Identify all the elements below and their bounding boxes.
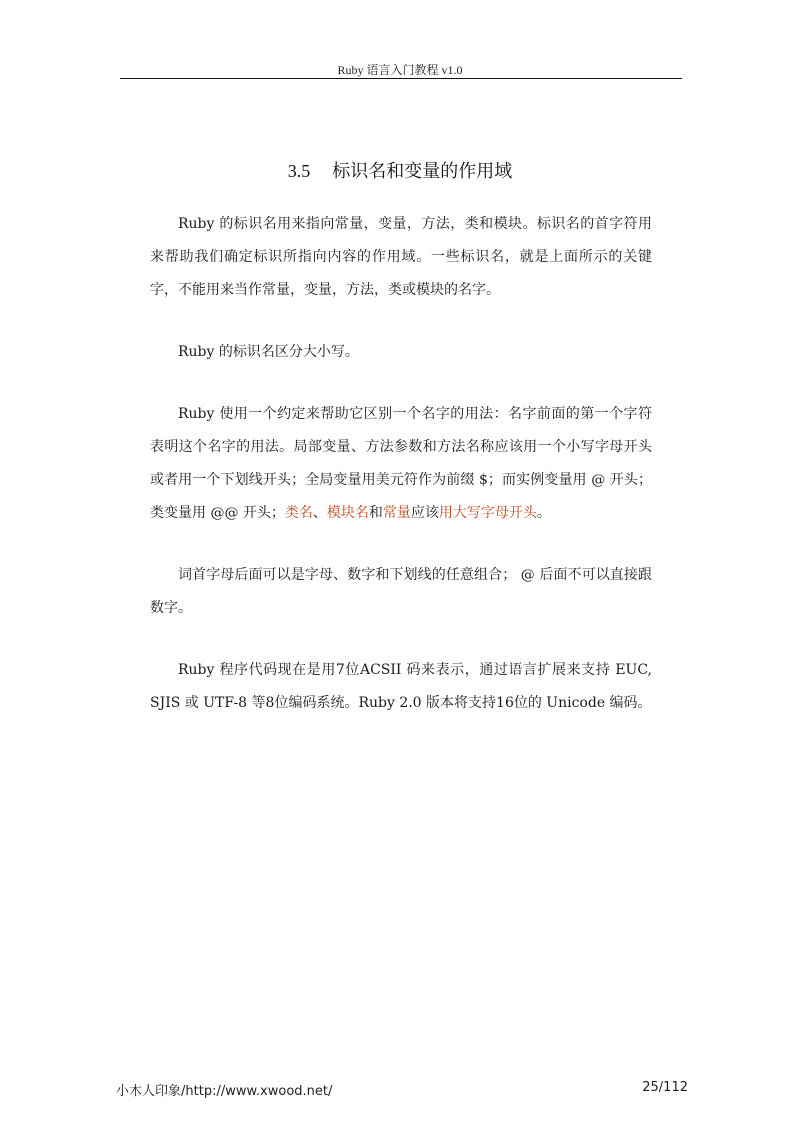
paragraph-following-chars: 词首字母后面可以是字母、数字和下划线的任意组合； @ 后面不可以直接跟数字。 xyxy=(150,567,652,616)
paragraph-case-sensitive: Ruby 的标识名区分大小写。 xyxy=(178,344,359,360)
section-number: 3.5 xyxy=(287,161,311,181)
separator-text: 和 xyxy=(368,505,383,521)
body-text xyxy=(150,208,652,749)
header-rule xyxy=(120,78,682,79)
constant-highlight: 常量 xyxy=(382,505,411,521)
paragraph-encoding: Ruby 程序代码现在是用7位ACSII 码来表示，通过语言扩展来支持 EUC, SJIS 或 UTF-8 等8位编码系统。Ruby 2.0 版本将支持16位的 Unicode 编码。 xyxy=(150,662,652,711)
module-name-highlight: 模块名 xyxy=(326,505,369,521)
class-name-highlight: 类名 xyxy=(284,505,313,521)
sentence-end: 。 xyxy=(536,505,551,521)
page-number: 25/112 xyxy=(642,1080,688,1095)
uppercase-rule-highlight: 用大写字母开头 xyxy=(438,505,537,521)
paragraph-identifiers: Ruby 的标识名用来指向常量，变量，方法，类和模块。标识名的首字符用来帮助我们确定标识所指向内容的作用域。一些标识名，就是上面所示的关键字，不能用来当作常量，变量，方法，类或模块的名字。 xyxy=(150,216,652,298)
section-title: 标识名和变量的作用域 xyxy=(332,161,513,182)
paragraph-naming-conventions xyxy=(150,398,652,530)
running-header: Ruby 语言入门教程 v1.0 xyxy=(337,63,463,77)
conventions-lead-text: Ruby 使用一个约定来帮助它区别一个名字的用法：名字前面的第一个字符表明这个名字的用法。局部变量、方法参数和方法名称应该用一个小写字母开头或者用一个下划线开头；全局变量用美元符作为前缀 $；而实例变量用 @ 开头；类变量用 @@ 开头； xyxy=(150,406,652,521)
section-heading xyxy=(0,157,800,183)
separator-text: 、 xyxy=(312,505,327,521)
footer-site-link[interactable]: 小木人印象/http://www.xwood.net/ xyxy=(116,1084,333,1099)
should-text: 应该 xyxy=(410,505,439,521)
